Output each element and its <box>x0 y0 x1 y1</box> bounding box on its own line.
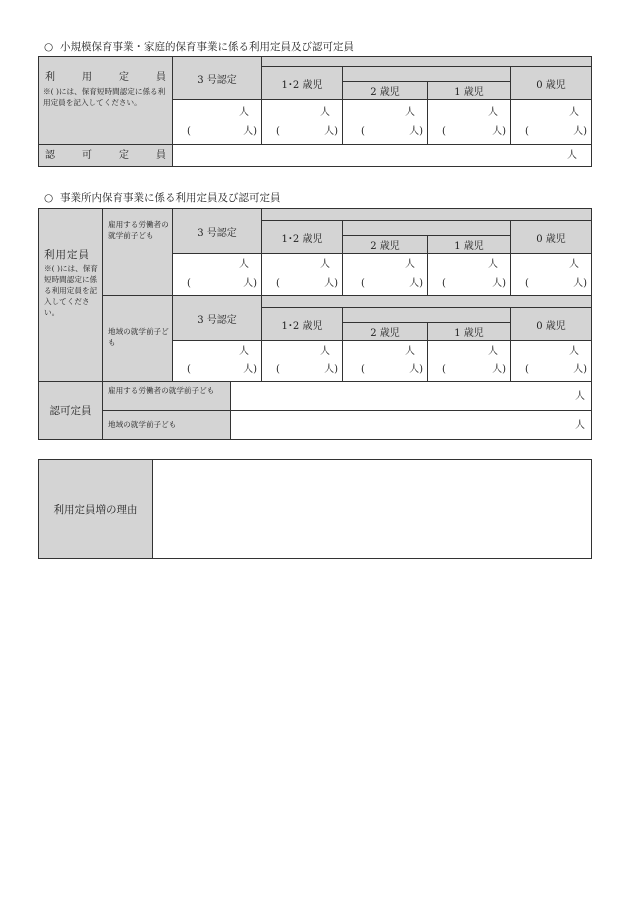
employee-value-3go[interactable]: 人 ( 人) <box>172 253 262 296</box>
header-age-1-2: 1･2 歳児 <box>261 66 343 100</box>
usage-capacity-note: ※( )には、保育短時間認定に係る利用定員を記入してください。 <box>43 87 166 107</box>
header-age-2: 2 歳児 <box>342 81 428 100</box>
approved-capacity-label: 認 可 定 員 <box>38 144 173 167</box>
section1-table <box>38 56 592 167</box>
bullet-circle-icon: ○ <box>44 41 54 53</box>
approved-capacity-label: 認可定員 <box>38 381 103 440</box>
usage-capacity-label: 利 用 定 員 <box>45 72 166 83</box>
usage-capacity-label: 利用定員 <box>44 249 90 261</box>
header-age-2: 2 歳児 <box>342 235 428 254</box>
value-cell-3go[interactable]: 人 ( 人) <box>172 99 262 145</box>
value-cell-age-1-2[interactable]: 人 ( 人) <box>261 99 343 145</box>
employee-value-age-0[interactable]: 人 ( 人) <box>510 253 592 296</box>
reason-input-area[interactable] <box>152 459 592 559</box>
local-value-age-1[interactable]: 人 ( 人) <box>427 340 511 382</box>
local-value-age-2[interactable]: 人 ( 人) <box>342 340 428 382</box>
header-age-0: 0 歳児 <box>510 307 592 341</box>
header-age-0: 0 歳児 <box>510 220 592 254</box>
value-cell-age-2[interactable]: 人 ( 人) <box>342 99 428 145</box>
approved-employee-value[interactable]: 人 <box>230 381 592 411</box>
header-age-1: 1 歳児 <box>427 322 511 341</box>
employee-value-age-1[interactable]: 人 ( 人) <box>427 253 511 296</box>
local-value-3go[interactable]: 人 ( 人) <box>172 340 262 382</box>
approved-local-label: 地域の就学前子ども <box>102 410 231 440</box>
employee-value-age-1-2[interactable]: 人 ( 人) <box>261 253 343 296</box>
local-value-age-0[interactable]: 人 ( 人) <box>510 340 592 382</box>
approved-employee-label: 雇用する労働者の就学前子ども <box>102 381 231 411</box>
header-age-2: 2 歳児 <box>342 322 428 341</box>
usage-capacity-label-cell <box>38 208 103 382</box>
bullet-circle-icon: ○ <box>44 192 54 204</box>
header-age-1-2: 1･2 歳児 <box>261 307 343 341</box>
header-age-1-2: 1･2 歳児 <box>261 220 343 254</box>
value-cell-age-0[interactable]: 人 ( 人) <box>510 99 592 145</box>
row-label-employee-children: 雇用する労働者の就学前子ども <box>102 208 173 296</box>
value-cell-age-1[interactable]: 人 ( 人) <box>427 99 511 145</box>
local-value-age-1-2[interactable]: 人 ( 人) <box>261 340 343 382</box>
header-age-1: 1 歳児 <box>427 235 511 254</box>
header-3go-nintei: 3 号認定 <box>172 208 262 254</box>
employee-value-age-2[interactable]: 人 ( 人) <box>342 253 428 296</box>
header-age-0: 0 歳児 <box>510 66 592 100</box>
approved-capacity-value[interactable]: 人 <box>172 144 592 167</box>
reason-table <box>38 459 592 559</box>
reason-label: 利用定員増の理由 <box>38 459 153 559</box>
header-3go-nintei: 3 号認定 <box>172 295 262 341</box>
section1-title: ○ 小規模保育事業・家庭的保育事業に係る利用定員及び認可定員 <box>44 41 354 53</box>
approved-local-value[interactable]: 人 <box>230 410 592 440</box>
section2-table <box>38 208 592 440</box>
usage-capacity-label-cell <box>38 56 173 145</box>
header-3go-nintei: 3 号認定 <box>172 56 262 100</box>
header-age-1: 1 歳児 <box>427 81 511 100</box>
usage-capacity-note: ※( )には、保育短時間認定に係る利用定員を記入してください。 <box>44 264 98 317</box>
row-label-local-children: 地域の就学前子ども <box>102 295 173 382</box>
section2-title: ○ 事業所内保育事業に係る利用定員及び認可定員 <box>44 192 281 204</box>
